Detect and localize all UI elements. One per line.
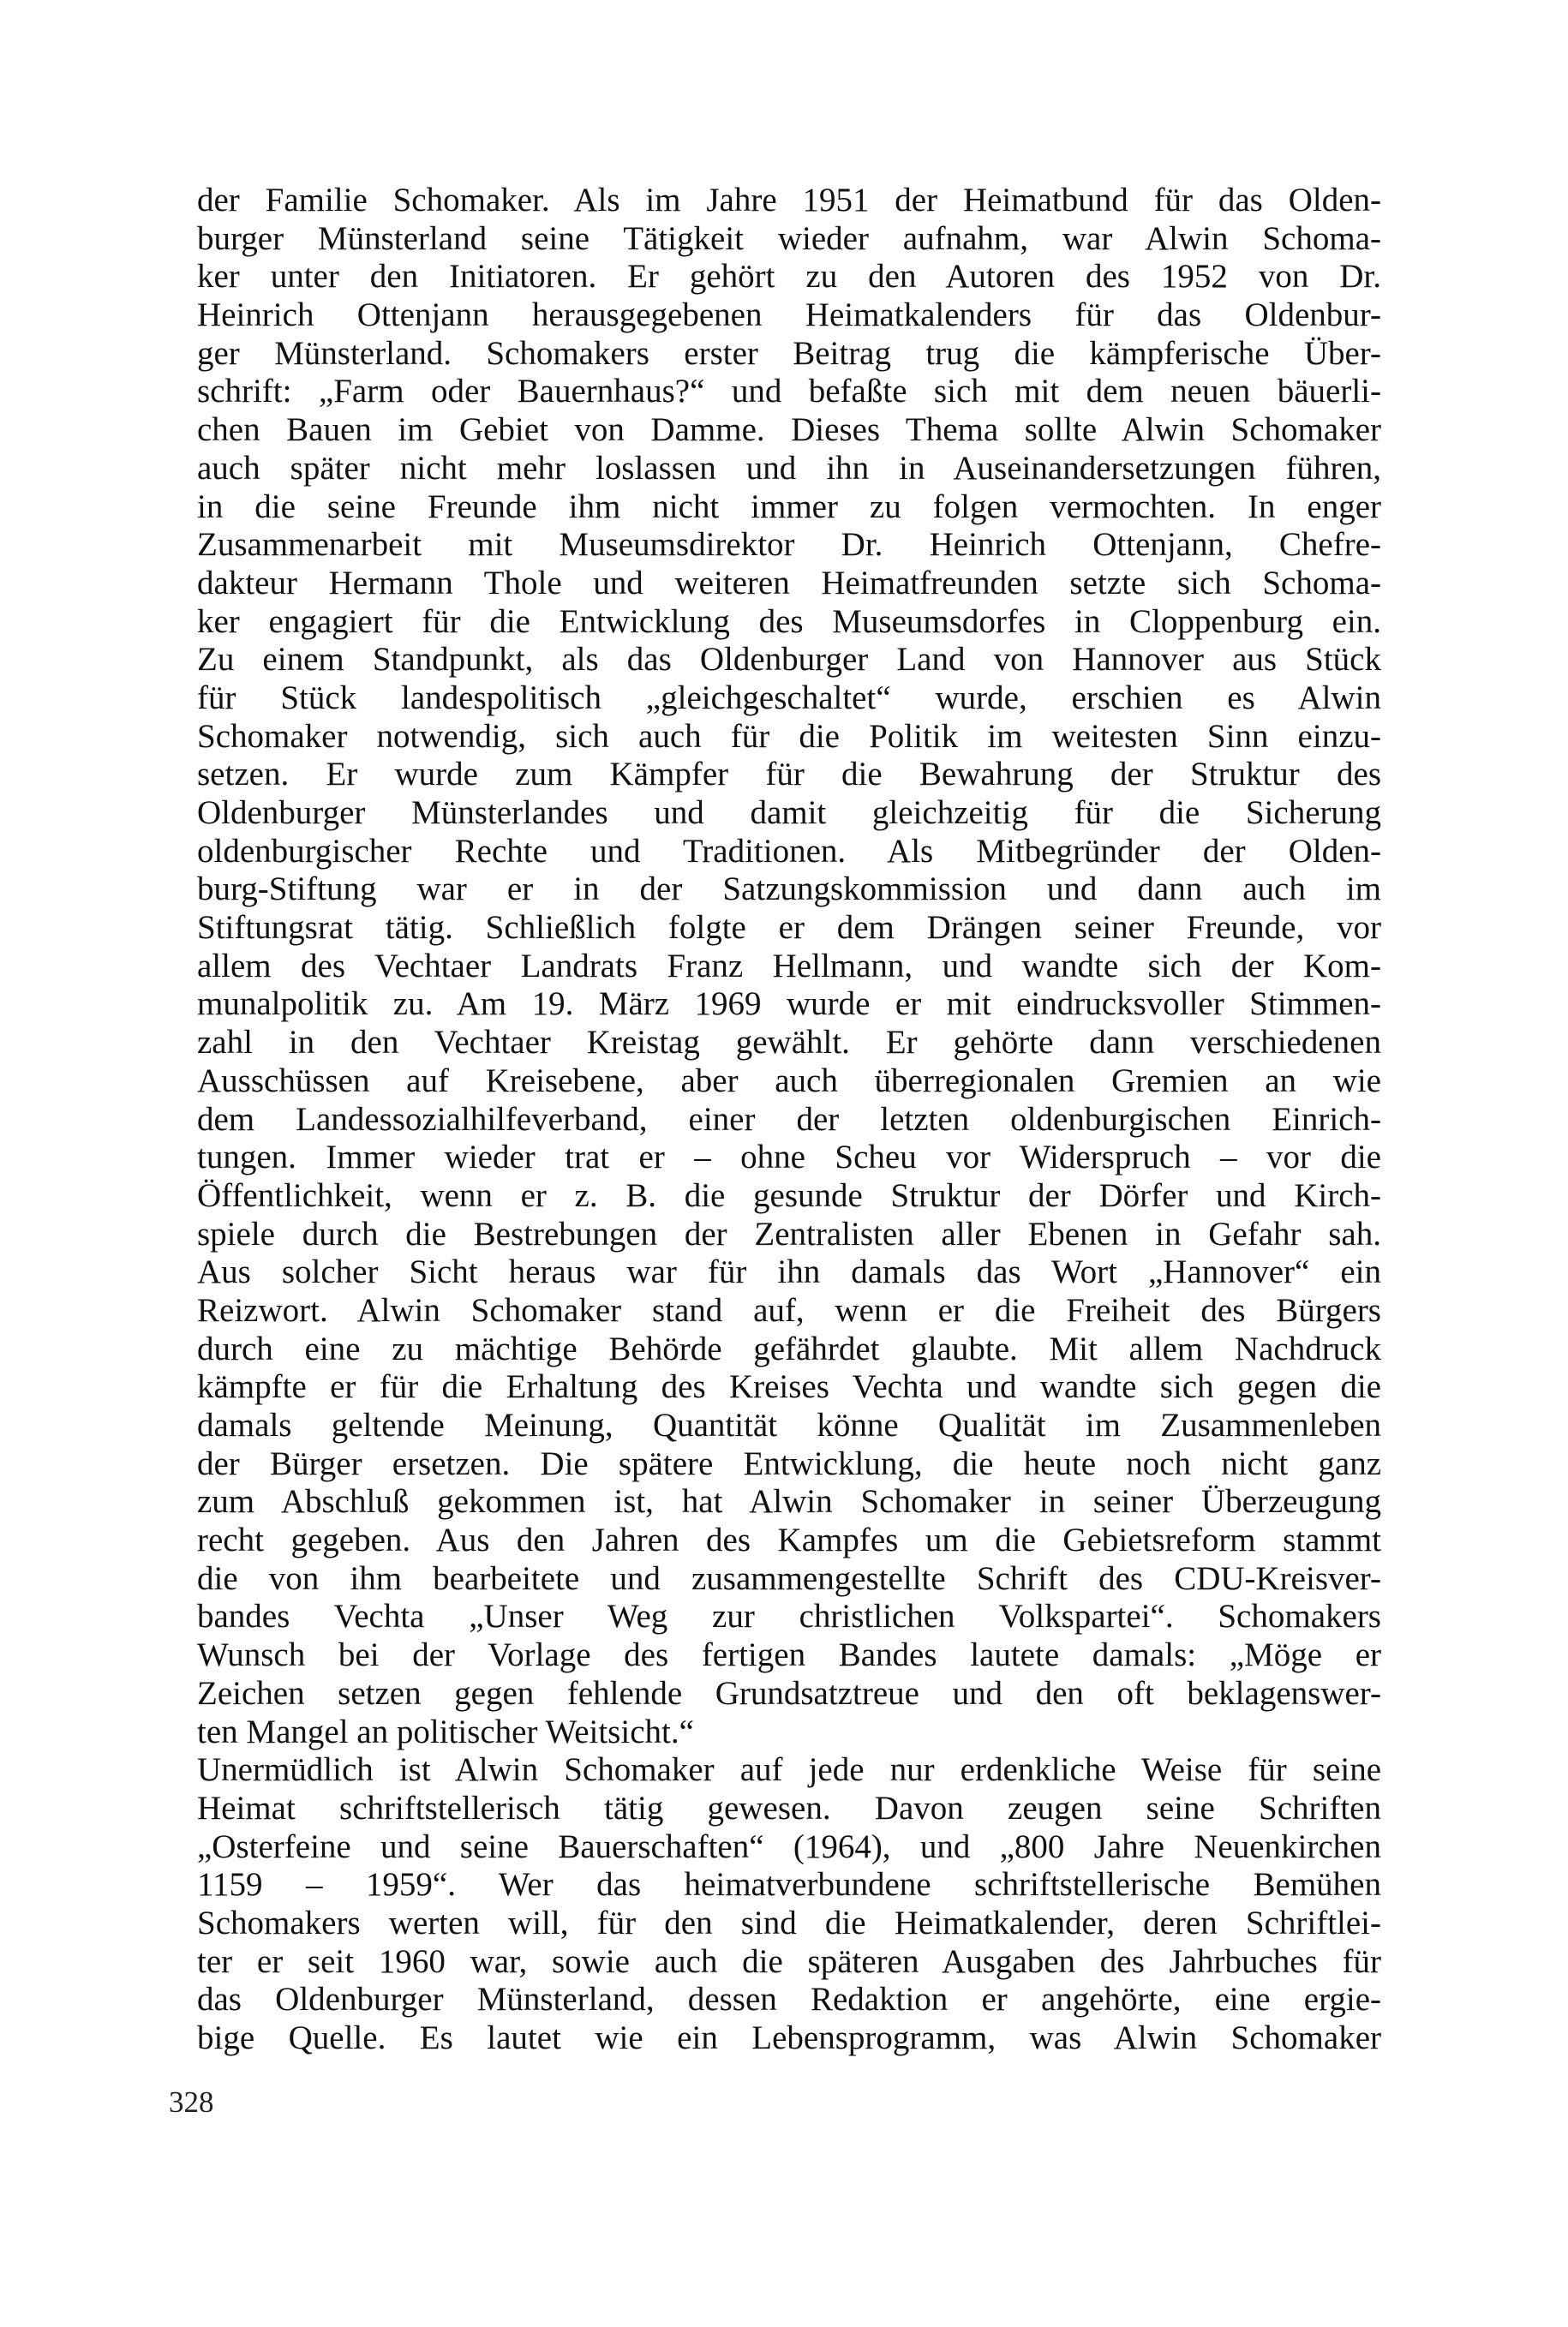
text-line: oldenburgischer Rechte und Traditionen. Als Mitbegründer der Olden- [197, 832, 1381, 870]
text-line: Unermüdlich ist Alwin Schomaker auf jede nur erdenkliche Weise für seine [197, 1751, 1381, 1789]
text-line: bandes Vechta „Unser Weg zur christlichen Volkspartei“. Schomakers [197, 1598, 1381, 1636]
text-line: das Oldenburger Münsterland, dessen Redaktion er angehörte, eine ergie- [197, 1981, 1381, 2019]
text-line: Heimat schriftstellerisch tätig gewesen. Davon zeugen seine Schriften [197, 1789, 1381, 1827]
text-line: Schomakers werten will, für den sind die Heimatkalender, deren Schriftlei- [197, 1904, 1381, 1941]
text-line: der Bürger ersetzen. Die spätere Entwicklung, die heute noch nicht ganz [197, 1445, 1381, 1482]
text-line: Zeichen setzen gegen fehlende Grundsatztreue und den oft beklagenswer- [197, 1674, 1381, 1712]
text-line: Wunsch bei der Vorlage des fertigen Bandes lautete damals: „Möge er [197, 1636, 1381, 1674]
text-line: durch eine zu mächtige Behörde gefährdet glaubte. Mit allem Nachdruck [197, 1330, 1381, 1367]
text-line: ker engagiert für die Entwicklung des Museumsdorfes in Cloppenburg ein. [197, 602, 1381, 640]
text-line: Aus solcher Sicht heraus war für ihn damals das Wort „Hannover“ ein [197, 1253, 1381, 1291]
text-line: der Familie Schomaker. Als im Jahre 1951 der Heimatbund für das Olden- [197, 182, 1381, 218]
text-line: allem des Vechtaer Landrats Franz Hellmann, und wandte sich der Kom- [197, 947, 1381, 984]
text-line: Reizwort. Alwin Schomaker stand auf, wenn er die Freiheit des Bürgers [197, 1291, 1381, 1329]
body-text [197, 182, 1381, 2058]
text-line: die von ihm bearbeitete und zusammengestellte Schrift des CDU-Kreisver- [197, 1559, 1381, 1597]
text-line: chen Bauen im Gebiet von Damme. Dieses Thema sollte Alwin Schomaker [197, 411, 1381, 449]
text-line: Heinrich Ottenjann herausgegebenen Heimatkalenders für das Oldenbur- [197, 296, 1381, 334]
text-line: für Stück landespolitisch „gleichgeschaltet“ wurde, erschien es Alwin [197, 679, 1381, 716]
text-line: recht gegeben. Aus den Jahren des Kampfes um die Gebietsreform stammt [197, 1522, 1381, 1559]
text-line: ger Münsterland. Schomakers erster Beitrag trug die kämpferische Über- [197, 334, 1381, 372]
text-line: ter er seit 1960 war, sowie auch die späteren Ausgaben des Jahrbuches für [197, 1942, 1381, 1980]
text-line: zahl in den Vechtaer Kreistag gewählt. Er gehörte dann verschiedenen [197, 1024, 1381, 1062]
text-line: Oldenburger Münsterlandes und damit gleichzeitig für die Sicherung [197, 794, 1381, 831]
text-line: burg-Stiftung war er in der Satzungskommission und dann auch im [197, 870, 1381, 908]
text-line: ten Mangel an politischer Weitsicht.“ [197, 1713, 694, 1750]
text-line: damals geltende Meinung, Quantität könne Qualität im Zusammenleben [197, 1407, 1381, 1444]
text-line: burger Münsterland seine Tätigkeit wieder aufnahm, war Alwin Schoma- [197, 219, 1381, 257]
text-line: ker unter den Initiatoren. Er gehört zu den Autoren des 1952 von Dr. [197, 258, 1381, 296]
text-line: kämpfte er für die Erhaltung des Kreises Vechta und wandte sich gegen die [197, 1368, 1381, 1406]
text-line: in die seine Freunde ihm nicht immer zu folgen vermochten. In enger [197, 488, 1381, 525]
text-line: zum Abschluß gekommen ist, hat Alwin Schomaker in seiner Überzeugung [197, 1483, 1381, 1521]
text-line: Öffentlichkeit, wenn er z. B. die gesunde Struktur der Dörfer und Kirch- [197, 1176, 1381, 1214]
text-line: Zu einem Standpunkt, als das Oldenburger Land von Hannover aus Stück [197, 641, 1381, 679]
text-line: munalpolitik zu. Am 19. März 1969 wurde er mit eindrucksvoller Stimmen- [197, 985, 1381, 1023]
text-line: bige Quelle. Es lautet wie ein Lebensprogramm, was Alwin Schomaker [197, 2019, 1381, 2056]
text-line: dakteur Hermann Thole und weiteren Heimatfreunden setzte sich Schoma- [197, 564, 1381, 601]
text-line: „Osterfeine und seine Bauerschaften“ (1964), und „800 Jahre Neuenkirchen [197, 1828, 1381, 1865]
text-line: setzen. Er wurde zum Kämpfer für die Bewahrung der Struktur des [197, 756, 1381, 793]
text-line: tungen. Immer wieder trat er – ohne Scheu vor Widerspruch – vor die [197, 1139, 1381, 1176]
text-line: Ausschüssen auf Kreisebene, aber auch überregionalen Gremien an wie [197, 1062, 1381, 1099]
text-line: Schomaker notwendig, sich auch für die Politik im weitesten Sinn einzu- [197, 717, 1381, 755]
text-line: auch später nicht mehr loslassen und ihn in Auseinandersetzungen führen, [197, 449, 1381, 487]
text-line: spiele durch die Bestrebungen der Zentralisten aller Ebenen in Gefahr sah. [197, 1215, 1381, 1253]
text-line: Stiftungsrat tätig. Schließlich folgte er dem Drängen seiner Freunde, vor [197, 909, 1381, 947]
text-line: Zusammenarbeit mit Museumsdirektor Dr. Heinrich Ottenjann, Chefre- [197, 526, 1381, 564]
text-line: dem Landessozialhilfeverband, einer der letzten oldenburgischen Einrich- [197, 1100, 1381, 1138]
text-line: 1159 – 1959“. Wer das heimatverbundene schriftstellerische Bemühen [197, 1866, 1381, 1904]
text-line: schrift: „Farm oder Bauernhaus?“ und befaßte sich mit dem neuen bäuerli- [197, 373, 1381, 410]
page-number: 328 [169, 2085, 214, 2119]
